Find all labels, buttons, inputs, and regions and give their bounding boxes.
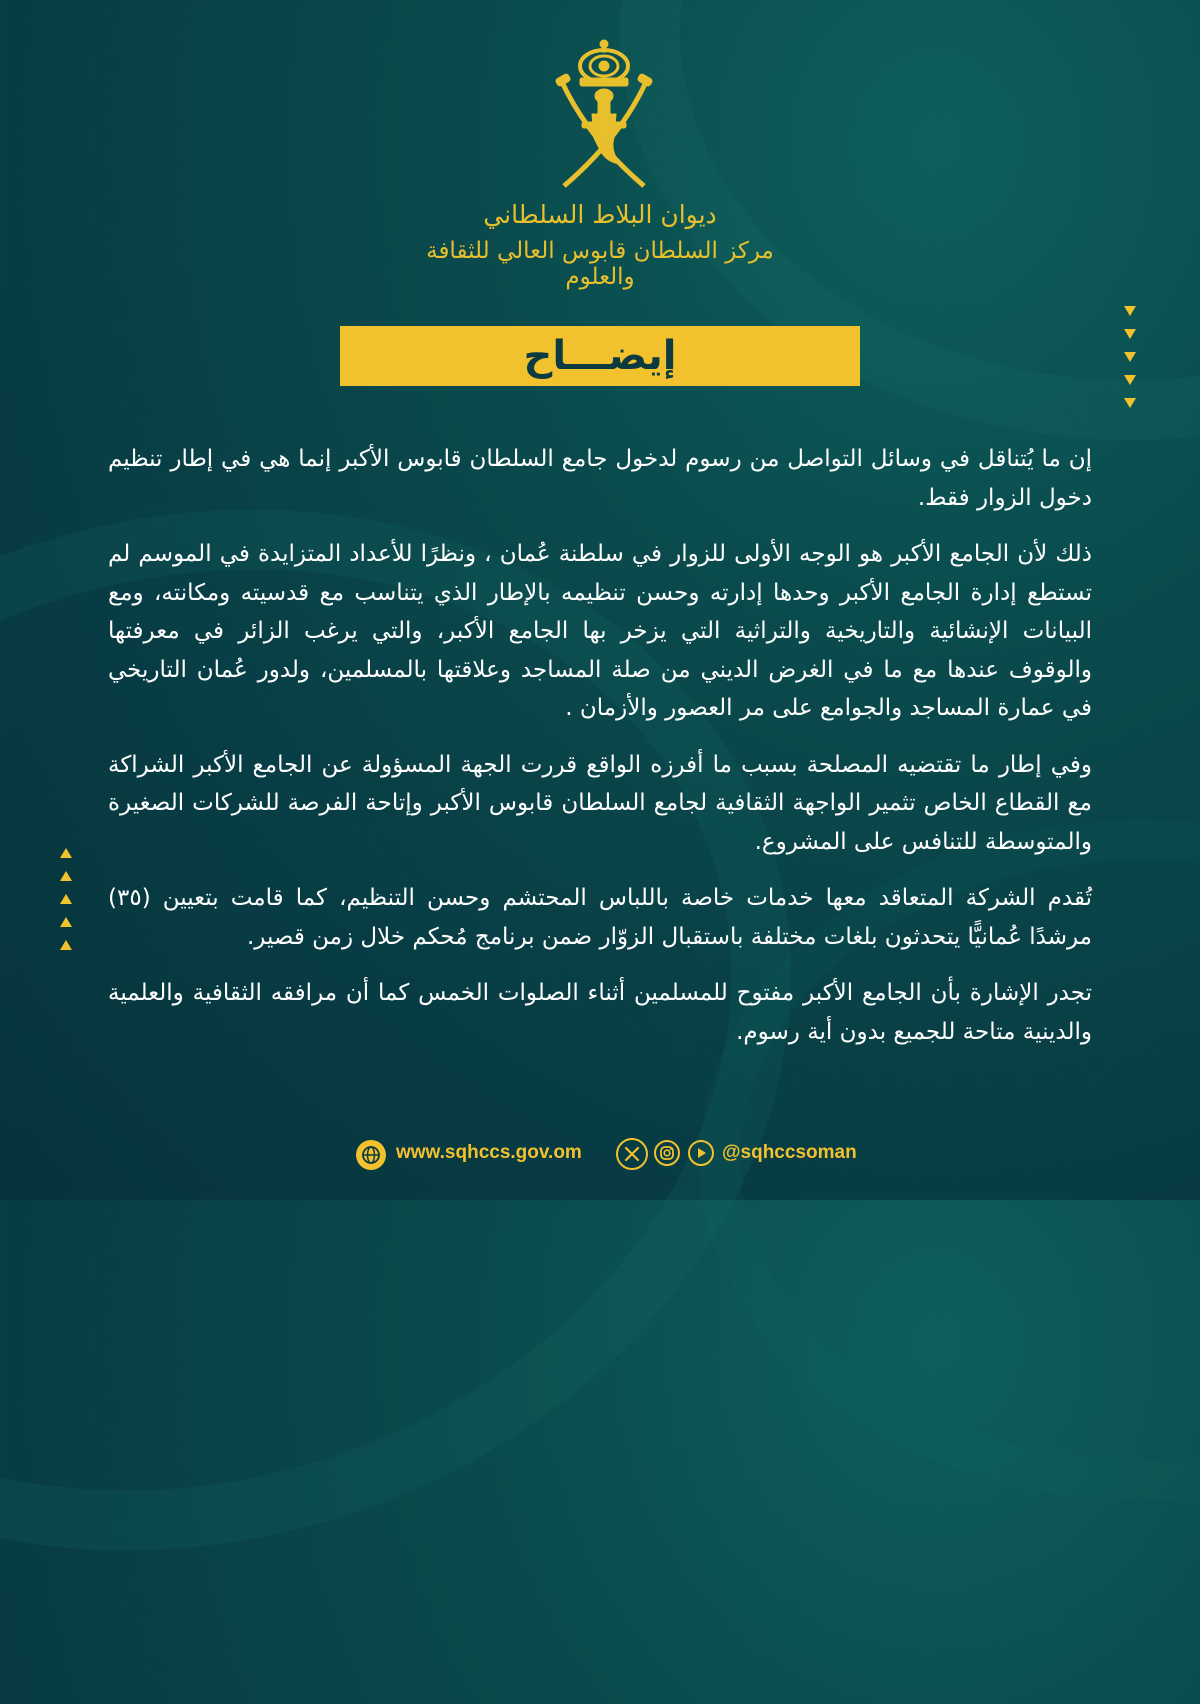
- paragraph-4: تُقدم الشركة المتعاقد معها خدمات خاصة باللباس المحتشم وحسن التنظيم، كما قامت بتعيين (٣٥) مرشدًا عُمانيًّا يتحدثون بلغات مختلفة باستقبال الزوّار ضمن برنامج مُحكم خلال زمن قصير.: [108, 885, 1092, 950]
- arrow-up-icon: [60, 940, 72, 950]
- paragraph-2: ذلك لأن الجامع الأكبر هو الوجه الأولى للزوار في سلطنة عُمان ، ونظرًا للأعداد المتزايدة في الموسم لم تستطع إدارة الجامع الأكبر وحدها إدارته وحسن تنظيمه بالإطار الذي يتناسب مع قدسيته ومكانته، ومع البيانات الإنشائية والتاريخية والتراثية التي يزخر بها الجامع الأكبر، والتي يرغب الزائر في معرفتها والوقوف عندها مع ما في الغرض الديني من صلة المساجد وعلاقتها بالمسلمين، ولدور عُمان التاريخي في عمارة المساجد والجوامع على مر العصور والأزمان .: [108, 541, 1092, 721]
- paragraph-5: تجدر الإشارة بأن الجامع الأكبر مفتوح للمسلمين أثناء الصلوات الخمس كما أن مرافقه الثقافية والعلمية والدينية متاحة للجميع بدون أية رسوم.: [108, 980, 1092, 1045]
- title-banner: [340, 326, 860, 386]
- org-name-line2: مركز السلطان قابوس العالي للثقافة والعلوم: [426, 238, 774, 290]
- arrow-down-icon: [1124, 306, 1136, 316]
- arrow-up-icon: [60, 871, 72, 881]
- statement-body: [108, 440, 1092, 1069]
- website-link[interactable]: www.sqhccs.gov.om: [396, 1142, 582, 1163]
- arrow-down-icon: [1124, 352, 1136, 362]
- youtube-icon[interactable]: [688, 1140, 714, 1166]
- footer: [0, 1140, 1200, 1180]
- arrow-down-icon: [1124, 375, 1136, 385]
- paragraph-1: إن ما يُتناقل في وسائل التواصل من رسوم لدخول جامع السلطان قابوس الأكبر إنما هي في إطار تنظيم دخول الزوار فقط.: [108, 446, 1092, 511]
- decorative-arrows-top: [1124, 306, 1136, 415]
- decorative-arrows-bottom: [60, 848, 72, 957]
- globe-icon[interactable]: [356, 1140, 386, 1170]
- page-title: إيضـــاح: [523, 333, 677, 379]
- arrow-down-icon: [1124, 398, 1136, 408]
- arrow-down-icon: [1124, 329, 1136, 339]
- org-name-line1: ديوان البلاط السلطاني: [483, 200, 717, 229]
- social-handle[interactable]: @sqhccsoman: [722, 1142, 857, 1163]
- arrow-up-icon: [60, 894, 72, 904]
- instagram-icon[interactable]: [654, 1140, 680, 1166]
- arrow-up-icon: [60, 848, 72, 858]
- paragraph-3: وفي إطار ما تقتضيه المصلحة بسبب ما أفرزه الواقع قررت الجهة المسؤولة عن الجامع الأكبر الشراكة مع القطاع الخاص تثمير الواجهة الثقافية لجامع السلطان قابوس الأكبر وإتاحة الفرصة للشركات الصغيرة والمتوسطة للتنافس على المشروع.: [108, 751, 1092, 855]
- arrow-up-icon: [60, 917, 72, 927]
- national-emblem-icon: [548, 38, 660, 198]
- x-icon[interactable]: [616, 1138, 648, 1170]
